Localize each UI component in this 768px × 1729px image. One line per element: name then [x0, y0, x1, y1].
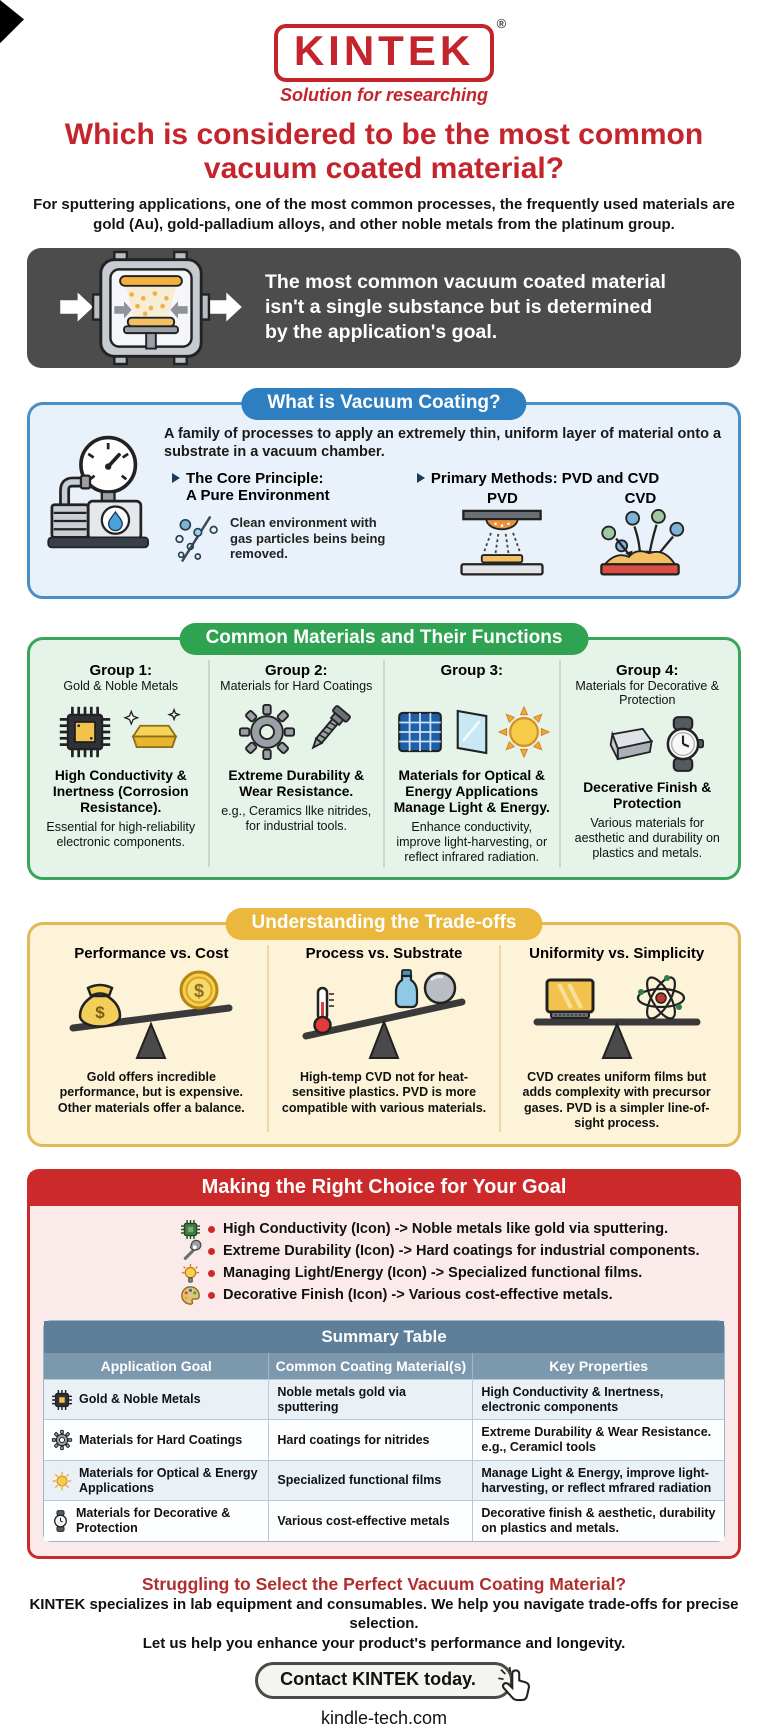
cell-material: Hard coatings for nitrides [268, 1420, 472, 1460]
footer [0, 1574, 768, 1729]
right-choice-section [27, 1169, 741, 1559]
gold-bar-icon [117, 707, 183, 757]
table-title: Summary Table [44, 1321, 724, 1353]
common-materials-section [27, 627, 741, 880]
brand-header [0, 0, 768, 82]
footer-text-line-2: Let us help you enhance your product's performance and longevity. [142, 1634, 626, 1652]
tradeoff-title: Uniformity vs. Simplicity [529, 944, 705, 962]
bullet-text: Decorative Finish (Icon) -> Various cost-effective metals. [223, 1287, 613, 1304]
page-title: Which is considered to be the most common vacuum coated material? [64, 118, 704, 185]
tradeoff-title: Process vs. Substrate [305, 944, 463, 962]
svg-text:$: $ [194, 980, 205, 1001]
contact-button[interactable] [255, 1662, 513, 1699]
bullet-text: Extreme Durability (Icon) -> Hard coatings for industrial components. [223, 1243, 700, 1260]
material-group-4 [559, 660, 735, 867]
cell-properties: Manage Light & Energy, improve light-harvesting, or reflect mfrared radiation [472, 1461, 724, 1501]
core-principle-caption: Clean environment with gas particles beins being removed. [230, 514, 386, 562]
primary-methods-block [417, 470, 726, 586]
methods-title: Primary Methods: PVD and CVD [430, 470, 660, 487]
summary-table [43, 1320, 725, 1542]
gas-particles-icon [172, 513, 222, 565]
core-principle-block [164, 470, 417, 586]
microchip-icon [52, 1390, 72, 1410]
cell-goal: Materials for Optical & Energy Applications [79, 1465, 258, 1495]
tradeoff-performance-cost [36, 945, 267, 1132]
bullet-dot [208, 1292, 215, 1299]
material-group-2 [208, 660, 384, 867]
key-message-banner [27, 248, 741, 368]
group-text: e.g., Ceramics llke nitrides, for industrial tools. [221, 803, 372, 833]
material-group-3 [383, 660, 559, 867]
group-subtitle [392, 679, 552, 695]
cell-properties: Extreme Durability & Wear Resistance. e.g., Ceramicl tools [472, 1420, 724, 1460]
group-text: Various materials for aesthetic and durability on plastics and metals. [574, 815, 720, 860]
core-principle-title-1: The Core Principle: [186, 470, 324, 487]
brand-tagline: Solution for researching [279, 85, 489, 106]
pvd-label: PVD [487, 490, 518, 508]
microchip-icon [58, 705, 112, 759]
cell-material: Noble metals gold via sputtering [268, 1380, 472, 1420]
cell-goal: Materials for Hard Coatings [79, 1432, 243, 1447]
tradeoff-text: CVD creates uniform films but adds complexity with precursor gases. PVD is a simpler line-of-sight process. [522, 1069, 711, 1131]
tradeoff-text: High-temp CVD not for heat-sensitive plastics. PVD is more compatible with various materials. [281, 1069, 487, 1115]
column-header: Key Properties [472, 1353, 724, 1379]
bullet-dot [208, 1248, 215, 1255]
bullet-text: High Conductivity (Icon) -> Noble metals like gold via sputtering. [223, 1221, 669, 1238]
list-item [180, 1220, 738, 1239]
group-heading: Decerative Finish & Protection [583, 780, 712, 812]
svg-text:$: $ [95, 1002, 106, 1022]
kintek-logo [274, 16, 507, 82]
cell-properties: Decorative finish & aesthetic, durability on plastics and metals. [472, 1501, 724, 1541]
vacuum-pump-icon [41, 431, 159, 553]
vacuum-chamber-icon [53, 252, 249, 364]
hand-cursor-icon [496, 1667, 532, 1707]
choice-bullet-list [30, 1206, 738, 1316]
gear-icon [239, 704, 295, 760]
group-subtitle: Materials for Hard Coatings [220, 679, 373, 694]
tradeoff-title: Performance vs. Cost [74, 944, 229, 962]
section-header-materials: Common Materials and Their Functions [180, 623, 589, 655]
tradeoff-text: Gold offers incredible performance, but is expensive. Other materials offer a balance. [57, 1069, 245, 1115]
group-heading: Materials for Optical & Energy Applications [398, 768, 545, 800]
glass-pane-icon [451, 705, 493, 759]
section-header-what-is: What is Vacuum Coating? [241, 388, 526, 420]
table-row [44, 1500, 724, 1541]
screw-icon [300, 704, 354, 760]
cell-properties: High Conductivity & Inertness, electronic components [472, 1380, 724, 1420]
group-subheading: Manage Light & Energy. [393, 799, 550, 815]
sun-icon [52, 1471, 72, 1491]
group-title: Group 1: [89, 662, 152, 680]
website-link[interactable]: kindle-tech.com [320, 1708, 448, 1729]
performance-cost-seesaw-icon [61, 962, 241, 1062]
group-title: Group 3: [440, 662, 503, 680]
column-header: Common Coating Material(s) [268, 1353, 472, 1379]
group-subtitle: Gold & Noble Metals [63, 679, 179, 694]
table-row [44, 1419, 724, 1460]
footer-text-line-1: KINTEK specializes in lab equipment and consumables. We help you navigate trade-offs for precise selection. [29, 1595, 739, 1633]
cell-material: Various cost-effective metals [268, 1501, 472, 1541]
tradeoffs-section [27, 911, 741, 1147]
triangle-bullet-icon [172, 473, 180, 483]
triangle-bullet-icon [417, 473, 425, 483]
cell-goal: Materials for Decorative & Protection [76, 1506, 231, 1536]
palette-icon [181, 1286, 200, 1305]
cvd-diagram-icon [594, 507, 686, 581]
solar-panel-icon [394, 706, 446, 758]
group-title: Group 2: [265, 662, 328, 680]
banner-text: The most common vacuum coated material isn't a single substance but is determined by the application's goal. [265, 271, 666, 344]
footer-headline: Struggling to Select the Perfect Vacuum Coating Material? [141, 1573, 627, 1594]
bullet-dot [208, 1270, 215, 1277]
tradeoff-process-substrate [267, 945, 500, 1132]
group-text: Enhance conductivity, improve light-harvesting, or reflect infrared radiation. [396, 819, 548, 864]
wrench-icon [181, 1242, 200, 1261]
group-text: Essential for high-reliability electronic components. [46, 819, 196, 849]
table-row [44, 1460, 724, 1501]
pvd-diagram-icon [456, 507, 548, 581]
intro-paragraph: For sputtering applications, one of the most common processes, the frequently used materials are gold (Au), gold-palladium alloys, and other noble metals from the platinum group. [33, 196, 735, 233]
logo-text: KINTEK [293, 27, 475, 74]
list-item [180, 1286, 738, 1305]
section-header-choice: Making the Right Choice for Your Goal [30, 1172, 738, 1206]
group-title: Group 4: [616, 662, 679, 680]
metal-ingot-icon [591, 719, 657, 769]
table-header-row [44, 1353, 724, 1379]
table-row [44, 1379, 724, 1420]
microchip-icon [181, 1220, 200, 1239]
lightbulb-icon [181, 1264, 200, 1283]
watch-icon [662, 714, 704, 774]
watch-icon [52, 1510, 69, 1532]
registered-mark: ® [496, 16, 507, 31]
list-item [180, 1242, 738, 1261]
list-item [180, 1264, 738, 1283]
tradeoff-uniformity-simplicity [499, 945, 732, 1132]
group-subtitle: Materials for Decorative & Protection [575, 679, 720, 708]
cell-goal: Gold & Noble Metals [79, 1392, 201, 1407]
column-header: Application Goal [100, 1357, 212, 1374]
material-group-1 [34, 660, 208, 867]
cvd-label: CVD [624, 490, 657, 508]
gear-icon [52, 1430, 72, 1450]
core-principle-title-2: A Pure Environment [186, 487, 330, 505]
bullet-text: Managing Light/Energy (Icon) -> Specialized functional films. [223, 1265, 643, 1282]
section-header-tradeoffs: Understanding the Trade-offs [226, 908, 543, 940]
group-heading: High Conductivity & Inertness (Corrosion Resistance). [52, 768, 189, 815]
bullet-dot [208, 1226, 215, 1233]
section-description: A family of processes to apply an extremely thin, uniform layer of material onto a substrate in a vacuum chamber. [164, 425, 722, 460]
group-heading: Extreme Durability & Wear Resistance. [228, 768, 365, 800]
what-is-vacuum-coating-section [27, 391, 741, 600]
sun-icon [498, 706, 550, 758]
cell-material: Specialized functional films [268, 1461, 472, 1501]
process-substrate-seesaw-icon [294, 962, 474, 1062]
uniformity-simplicity-seesaw-icon [527, 962, 707, 1062]
contact-button-label: Contact KINTEK today. [280, 1669, 476, 1690]
